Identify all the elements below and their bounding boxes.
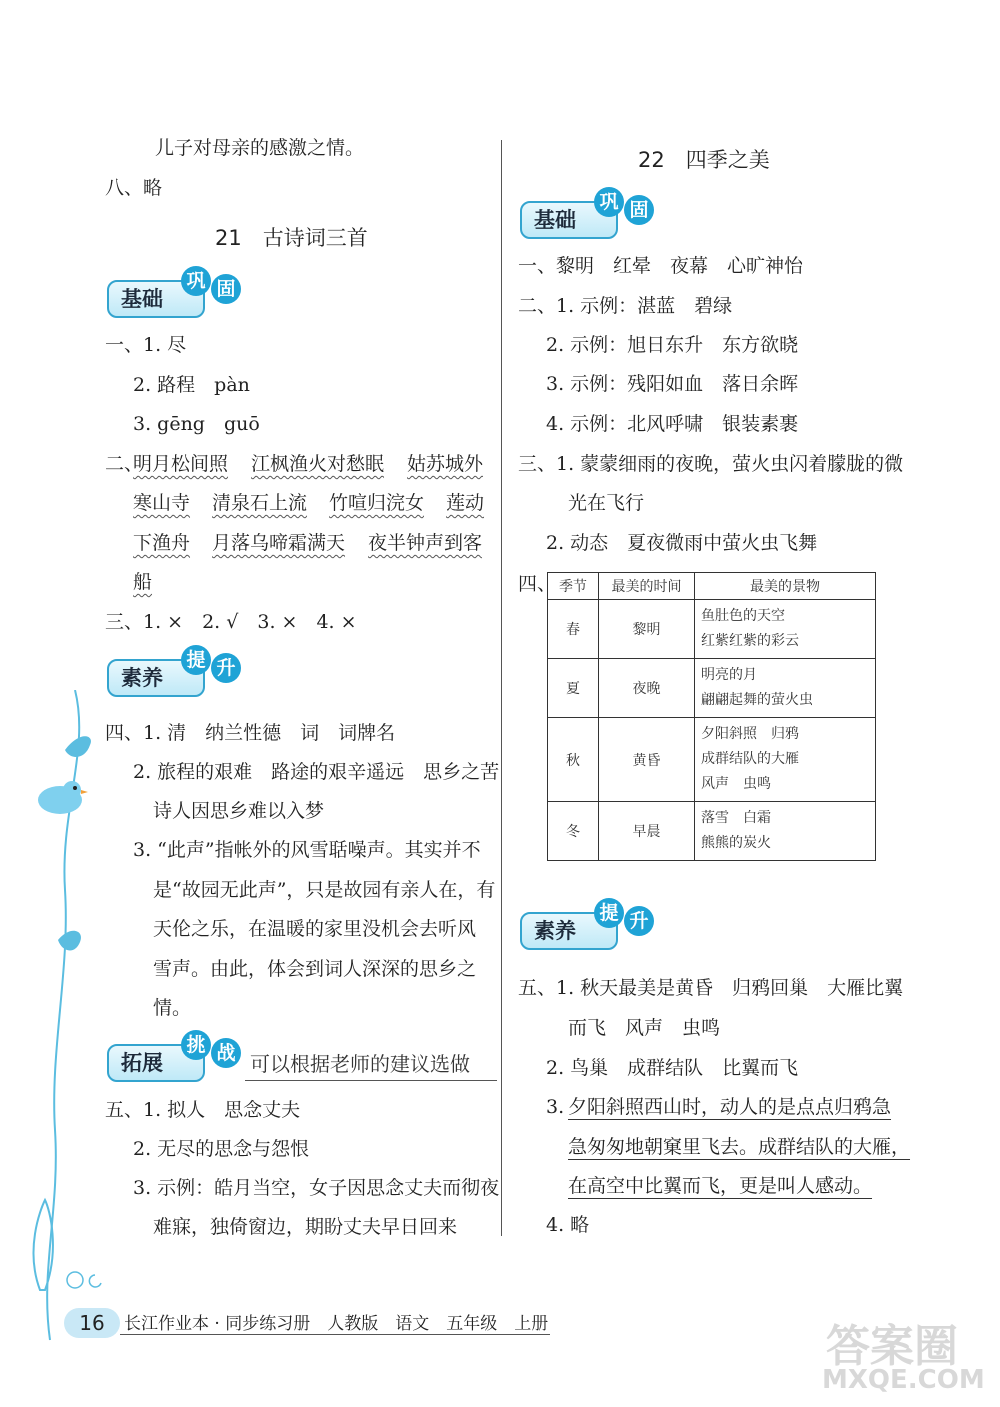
bird-icon [38,781,88,814]
vine-decoration [20,690,110,1350]
badge-basic: 基础 巩 固 [107,276,247,316]
page-number: 16 [64,1308,120,1338]
season-cell: 秋 [548,718,599,802]
answer-line: 3. 示例：残阳如血 落日余晖 [546,373,799,395]
note-rule [245,1080,497,1081]
watermark-url: MXQE.COM [822,1365,985,1395]
answer-line: 是“故园无此声”，只是故园有亲人在，有 [153,879,496,901]
lesson-title: 22 四季之美 [638,148,770,172]
answer-line: 三、1. 蒙蒙细雨的夜晚，萤火虫闪着朦胧的微 [518,453,904,475]
poem-phrase: 江枫渔火对愁眠 [251,453,385,475]
challenge-note: 可以根据老师的建议选做 [250,1052,470,1076]
poem-phrase: 竹喧归浣女 [329,492,425,514]
answer-line: 五、1. 拟人 思念丈夫 [105,1099,301,1121]
table-row [548,659,876,718]
poem-phrase: 下渔舟 [133,532,191,554]
answer-line: 而飞 风声 虫鸣 [568,1017,721,1039]
underlined-answer: 急匆匆地朝窠里飞去。成群结队的大雁， [568,1136,911,1158]
table-row [548,718,876,802]
answer-line: 3. gēng guō [133,413,260,435]
underlined-answer: 在高空中比翼而飞，更是叫人感动。 [568,1175,873,1197]
footer-rule [120,1334,550,1335]
q2-prefix: 二、 [105,453,144,475]
season-cell: 夏 [548,659,599,718]
answer-line: 天伦之乐，在温暖的家里没机会去听风 [153,918,477,940]
badge-quality: 素养 提 升 [107,655,247,695]
column-divider [501,140,502,1236]
poem-phrase: 明月松间照 [133,453,229,475]
answer-line: 四、1. 清 纳兰性德 词 词牌名 [105,722,396,744]
answer-line: 三、1. × 2. √ 3. × 4. × [105,611,357,633]
time-cell: 黎明 [599,600,695,659]
text-line: 八、略 [105,177,163,199]
table-row [548,600,876,659]
time-cell: 早晨 [599,802,695,861]
answer-line: 2. 无尽的思念与怨恨 [133,1138,310,1160]
answer-line: 五、1. 秋天最美是黄昏 归鸦回巢 大雁比翼 [518,977,904,999]
answer-line: 3. “此声”指帐外的风雪聒噪声。其实并不 [133,839,481,861]
answer-line: 难寐，独倚窗边，期盼丈夫早日回来 [153,1216,458,1238]
q4-prefix: 四、 [518,573,557,595]
season-cell: 冬 [548,802,599,861]
scenery-cell: 夕阳斜照 归鸦 成群结队的大雁 风声 虫鸣 [695,718,876,802]
answer-line: 4. 略 [546,1214,590,1236]
watermark-logo: 答案圈 [826,1321,958,1372]
footer-text: 长江作业本 · 同步练习册 人教版 语文 五年级 上册 [124,1314,549,1334]
poem-phrase: 莲动 [446,492,485,514]
seasons-table [547,572,876,861]
poem-phrase: 姑苏城外 [407,453,484,475]
poem-phrase: 夜半钟声到客 [368,532,483,554]
answer-line: 一、黎明 红晕 夜幕 心旷神怡 [518,255,804,277]
lesson-title: 21 古诗词三首 [215,226,368,250]
answer-line: 雪声。由此，体会到词人深深的思乡之 [153,958,477,980]
season-cell: 春 [548,600,599,659]
scenery-cell: 明亮的月 翩翩起舞的萤火虫 [695,659,876,718]
answer-line: 2. 旅程的艰难 路途的艰辛遥远 思乡之苦 [133,761,500,783]
table-header: 季节 [548,573,599,600]
answer-line: 情。 [153,997,192,1019]
underlined-answer: 夕阳斜照西山时，动人的是点点归鸦急 [568,1096,892,1118]
answer-line: 2. 示例：旭日东升 东方欲晓 [546,334,799,356]
poem-phrase: 船 [133,571,153,593]
answer-line: 诗人因思乡难以入梦 [153,800,325,822]
badge-quality: 素养 提 升 [520,908,660,948]
answer-line: 4. 示例：北风呼啸 银装素裹 [546,413,799,435]
answer-line: 3. 示例：皓月当空，女子因思念丈夫而彻夜 [133,1177,500,1199]
answer-line: 2. 路程 pàn [133,374,250,396]
badge-basic: 基础 巩 固 [520,197,660,237]
table-header: 最美的时间 [599,573,695,600]
answer-line: 二、1. 示例：湛蓝 碧绿 [518,295,733,317]
poem-phrase: 月落乌啼霜满天 [212,532,346,554]
poem-phrase: 寒山寺 [133,492,191,514]
answer-line: 2. 动态 夏夜微雨中萤火虫飞舞 [546,532,818,554]
time-cell: 夜晚 [599,659,695,718]
time-cell: 黄昏 [599,718,695,802]
answer-prefix: 3. [546,1096,565,1118]
answer-line: 2. 鸟巢 成群结队 比翼而飞 [546,1057,799,1079]
table-row [548,802,876,861]
answer-line: 一、1. 尽 [105,334,187,356]
answer-line: 光在飞行 [568,492,645,514]
scenery-cell: 落雪 白霜 熊熊的炭火 [695,802,876,861]
table-header: 最美的景物 [695,573,876,600]
badge-challenge: 拓展 挑 战 [107,1040,247,1080]
scenery-cell: 鱼肚色的天空 红紫红紫的彩云 [695,600,876,659]
text-line: 儿子对母亲的感激之情。 [155,137,365,159]
poem-phrase: 清泉石上流 [212,492,308,514]
